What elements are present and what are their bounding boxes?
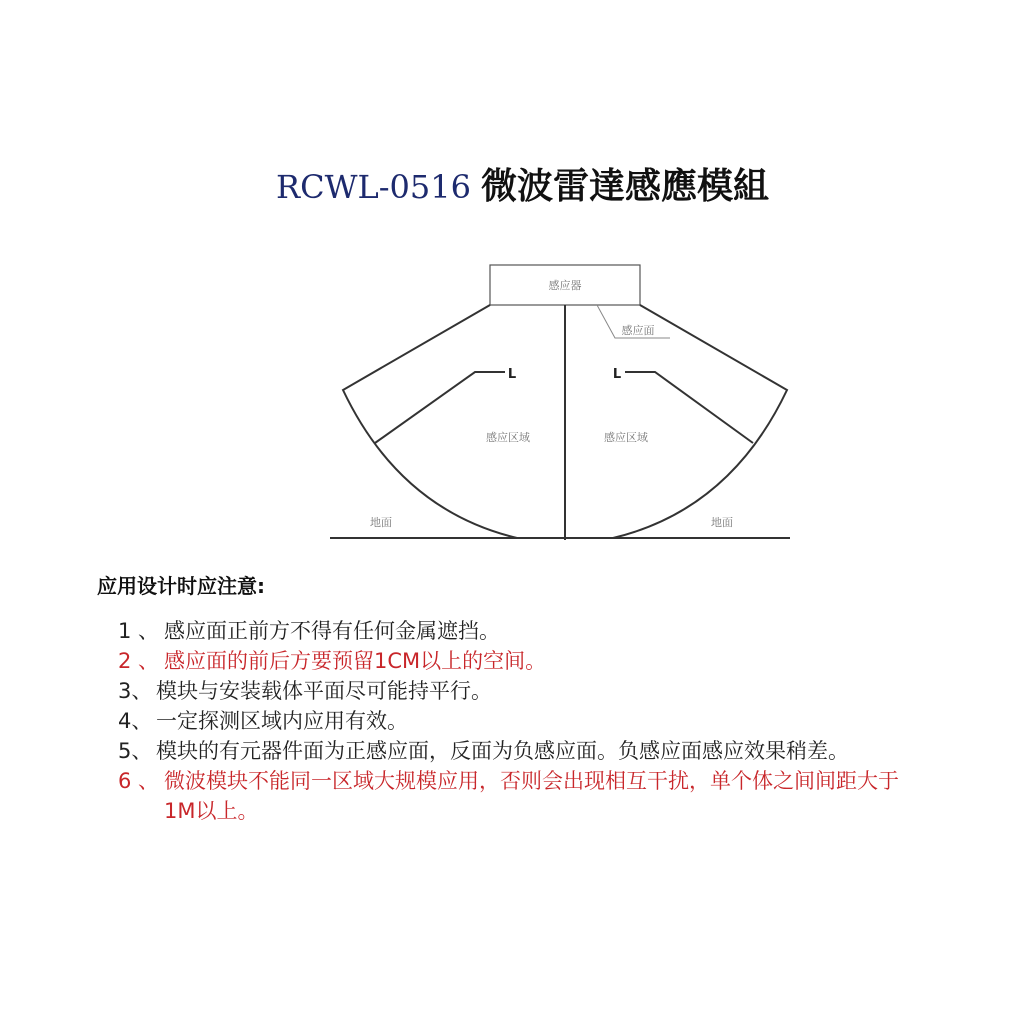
note-number: 6 、 [118, 769, 160, 793]
note-text: 一定探测区域内应用有效。 [156, 709, 408, 733]
note-number: 4、 [118, 709, 153, 733]
right-beam-outline [613, 305, 787, 538]
note-item [118, 616, 924, 646]
note-item [118, 706, 924, 736]
note-item [118, 766, 924, 826]
surface-label: 感应面 [621, 324, 655, 337]
note-text: 模块与安装载体平面尽可能持平行。 [156, 679, 492, 703]
note-number: 5、 [118, 739, 153, 763]
note-number: 3、 [118, 679, 153, 703]
note-number: 1 、 [118, 619, 160, 643]
note-text: 模块的有元器件面为正感应面，反面为负感应面。负感应面感应效果稍差。 [156, 739, 849, 763]
ground-label-left: 地面 [370, 516, 392, 529]
note-text: 微波模块不能同一区域大规模应用，否则会出现相互干扰，单个体之间间距大于1M以上。 [164, 769, 899, 823]
note-item [118, 736, 924, 766]
note-item [118, 676, 924, 706]
note-text: 感应面的前后方要预留1CM以上的空间。 [164, 649, 547, 673]
l-label-right: L [612, 367, 622, 382]
notes-heading: 应用设计时应注意: [97, 574, 265, 598]
zone-label-left: 感应区域 [486, 431, 530, 444]
product-name: 微波雷達感應模組 [480, 166, 769, 207]
model-name: RCWL-0516 [276, 168, 471, 206]
l-label-left: L [507, 367, 517, 382]
sensor-label: 感应器 [548, 279, 582, 292]
zone-label-right: 感应区域 [604, 431, 648, 444]
notes-list [118, 616, 924, 826]
note-number: 2 、 [118, 649, 160, 673]
note-item [118, 646, 924, 676]
note-text: 感应面正前方不得有任何金属遮挡。 [164, 619, 500, 643]
ground-label-right: 地面 [711, 516, 733, 529]
left-beam-outline [343, 305, 517, 538]
